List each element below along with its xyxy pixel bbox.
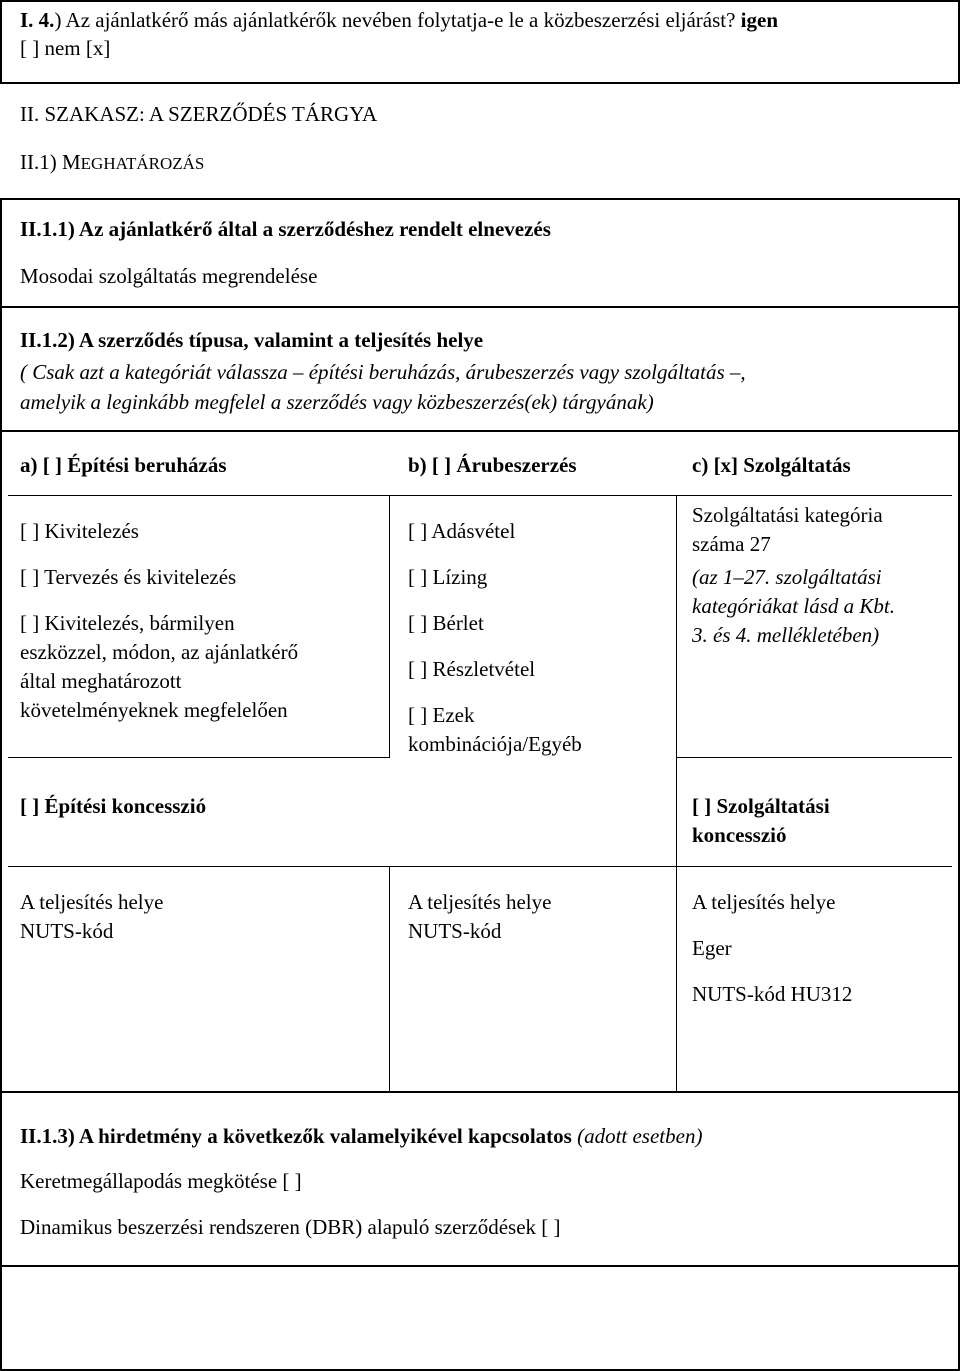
col-c-category-l1: Szolgáltatási kategória bbox=[692, 503, 883, 527]
item-1-1-heading: II.1.1) Az ajánlatkérő által a szerződéshez rendelt elnevezés bbox=[20, 217, 551, 241]
col-b-nuts-label: NUTS-kód bbox=[408, 919, 502, 943]
col-a-header: a) [ ] Építési beruházás bbox=[20, 453, 227, 477]
table-top-line bbox=[8, 495, 952, 496]
service-concession-l2: koncesszió bbox=[692, 823, 787, 847]
col-a-nuts-label: NUTS-kód bbox=[20, 919, 114, 943]
concession-bottom-line bbox=[8, 866, 952, 867]
col-b-opt-adasvetel: [ ] Adásvétel bbox=[408, 519, 516, 543]
table-col-divider-2 bbox=[676, 495, 677, 757]
col-a-opt-barmilyen-l2: eszközzel, módon, az ajánlatkérő bbox=[20, 640, 299, 664]
col-c-place-city: Eger bbox=[692, 936, 732, 960]
col-a-opt-barmilyen-l1: [ ] Kivitelezés, bármilyen bbox=[20, 611, 235, 635]
item-1-3-dbr: Dinamikus beszerzési rendszeren (DBR) alapuló szerződések [ ] bbox=[20, 1215, 561, 1239]
col-a-opt-barmilyen-l4: követelményeknek megfelelően bbox=[20, 698, 288, 722]
concession-divider bbox=[676, 757, 677, 866]
col-b-header: b) [ ] Árubeszerzés bbox=[408, 453, 577, 477]
col-c-note-l3: 3. és 4. mellékletében) bbox=[692, 623, 880, 647]
question-i4-text: ) Az ajánlatkérő más ajánlatkérők nevében folytatja-e le a közbeszerzési eljárást? bbox=[54, 8, 736, 32]
question-i4-number: I. 4. bbox=[20, 8, 55, 32]
item-1-3-framework: Keretmegállapodás megkötése [ ] bbox=[20, 1169, 302, 1193]
col-a-opt-barmilyen-l3: által meghatározott bbox=[20, 669, 182, 693]
col-c-place-label: A teljesítés helye bbox=[692, 890, 836, 914]
col-c-header: c) [x] Szolgáltatás bbox=[692, 453, 851, 477]
section-ii1-prefix: II.1) M bbox=[20, 150, 81, 174]
divider-bottom bbox=[0, 1265, 960, 1267]
question-i4 bbox=[20, 6, 945, 63]
col-a-place-label: A teljesítés helye bbox=[20, 890, 164, 914]
col-b-place bbox=[408, 888, 551, 946]
place-col-divider-2 bbox=[676, 866, 677, 1091]
section-ii1-rest: EGHATÁROZÁS bbox=[80, 154, 205, 173]
item-1-3-heading-bold: II.1.3) A hirdetmény a következők valamelyikével kapcsolatos bbox=[20, 1124, 572, 1148]
col-b-opt-lizing: [ ] Lízing bbox=[408, 565, 488, 589]
item-1-2-note-line2: amelyik a leginkább megfelel a szerződés vagy közbeszerzés(ek) tárgyának) bbox=[20, 390, 654, 414]
table-row-line-c bbox=[676, 757, 952, 758]
col-b-opt-berlet: [ ] Bérlet bbox=[408, 611, 484, 635]
col-b-opt-reszletvetel: [ ] Részletvétel bbox=[408, 657, 536, 681]
col-c-category-note bbox=[692, 563, 895, 650]
col-c-note-l1: (az 1–27. szolgáltatási bbox=[692, 565, 882, 589]
place-col-divider-1 bbox=[389, 866, 390, 1091]
service-concession bbox=[692, 792, 830, 850]
service-concession-l1: [ ] Szolgáltatási bbox=[692, 794, 830, 818]
col-b-opt-egyeb-l1: [ ] Ezek bbox=[408, 703, 475, 727]
col-b-opt-egyeb bbox=[408, 701, 582, 759]
question-i4-yes: igen bbox=[740, 8, 779, 32]
col-a-opt-tervezes: [ ] Tervezés és kivitelezés bbox=[20, 565, 237, 589]
divider-1-3 bbox=[0, 1091, 960, 1093]
section-ii-title: II. SZAKASZ: A SZERZŐDÉS TÁRGYA bbox=[20, 102, 378, 126]
item-1-2-note-line1: ( Csak azt a kategóriát válassza – építési beruházás, árubeszerzés vagy szolgáltatás –, bbox=[20, 360, 746, 384]
divider-1-1 bbox=[0, 306, 960, 308]
table-row-line-a bbox=[8, 757, 390, 758]
item-1-1-value: Mosodai szolgáltatás megrendelése bbox=[20, 264, 318, 288]
divider-1-2 bbox=[0, 430, 960, 432]
section-ii1-title bbox=[20, 148, 204, 176]
col-c-category bbox=[692, 501, 883, 559]
item-1-2-heading: II.1.2) A szerződés típusa, valamint a teljesítés helye bbox=[20, 328, 484, 352]
col-c-note-l2: kategóriákat lásd a Kbt. bbox=[692, 594, 895, 618]
table-col-divider-1 bbox=[389, 495, 390, 757]
col-a-opt-kivitelezes: [ ] Kivitelezés bbox=[20, 519, 139, 543]
col-a-place bbox=[20, 888, 163, 946]
item-1-3-heading bbox=[20, 1122, 702, 1150]
item-1-3-heading-italic: (adott esetben) bbox=[577, 1124, 703, 1148]
construction-concession: [ ] Építési koncesszió bbox=[20, 794, 207, 818]
col-a-opt-barmilyen bbox=[20, 609, 298, 725]
col-b-place-label: A teljesítés helye bbox=[408, 890, 552, 914]
col-c-category-l2: száma 27 bbox=[692, 532, 771, 556]
col-c-nuts-code: NUTS-kód HU312 bbox=[692, 982, 853, 1006]
question-i4-options: [ ] nem [x] bbox=[20, 36, 111, 61]
col-b-opt-egyeb-l2: kombinációja/Egyéb bbox=[408, 732, 582, 756]
